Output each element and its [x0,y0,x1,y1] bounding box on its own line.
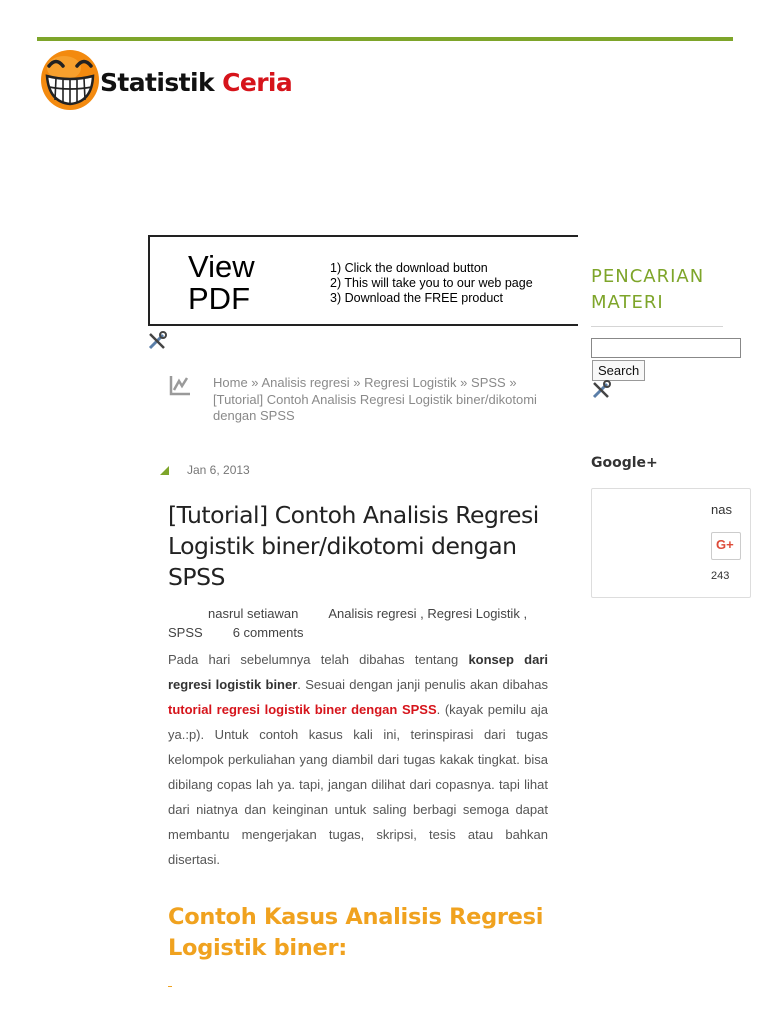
post-label[interactable]: Regresi Logistik [427,606,520,621]
ad-step: 3) Download the FREE product [330,291,504,305]
sidebar-divider [591,326,723,327]
view-pdf-ad-banner[interactable] [148,235,578,326]
post-date-row [160,463,250,477]
ad-step: 1) Click the download button [330,261,488,275]
section-heading: Contoh Kasus Analisis Regresi Logistik biner: [168,904,544,961]
breadcrumb-spss[interactable]: SPSS [471,375,506,390]
post-body: Pada hari sebelumnya telah dibahas tentang konsep dari regresi logistik biner. Sesuai dengan janji penulis akan dibahas tutorial regresi logistik biner dengan SPSS. (kayak pemilu aja ya.:p). Untuk contoh kasus kali ini, terinspirasi dari tugas kelompok perkuliahan yang diambil dari tugas kakak tingkat. bisa dibilang copas lah ya. tapi, jangan dilihat dari copasnya. tapi lihat dari niatnya dan keinginan untuk saling berbagi semoga dapat membantu mengerjakan tugas, skripsi, tesis atau bahkan disertasi. [168,652,548,867]
smiley-logo-icon[interactable] [40,46,102,112]
search-button[interactable]: Search [592,360,645,381]
divider [168,986,172,987]
post-author[interactable]: nasrul setiawan [208,606,299,621]
ad-steps [330,261,533,306]
breadcrumb-home[interactable]: Home [213,375,248,390]
post-title[interactable]: [Tutorial] Contoh Analisis Regresi Logistik biner/dikotomi dengan SPSS [168,501,539,591]
gplus-profile-name[interactable]: nas [711,502,732,517]
breadcrumb-regresi-logistik[interactable]: Regresi Logistik [364,375,457,390]
ad-step: 2) This will take you to our web page [330,276,533,290]
tools-edit-icon[interactable] [591,380,611,400]
sidebar-search-title: PENCARIAN MATERI [591,266,705,313]
post-label[interactable]: Analisis regresi [328,606,417,621]
breadcrumb: Home » Analisis regresi » Regresi Logistik » SPSS » [Tutorial] Contoh Analisis Regresi Logistik biner/dikotomi dengan SPSS [213,375,537,423]
site-title-word-2[interactable]: Ceria [222,68,293,97]
gplus-widget-title: Google+ [591,455,658,471]
header-top-bar [37,37,733,41]
post-date: Jan 6, 2013 [187,463,250,477]
post-comments-link[interactable]: 6 comments [232,625,304,640]
gplus-follower-count: 243 [711,570,730,582]
gplus-follow-button[interactable] [711,532,741,560]
breadcrumb-current: [Tutorial] Contoh Analisis Regresi Logistik biner/dikotomi dengan SPSS [213,391,537,423]
gplus-icon: G+ [716,537,734,552]
search-input[interactable] [591,338,741,358]
bold-text: konsep dari regresi logistik biner [168,652,548,692]
site-title-word-1[interactable]: Statistik [100,68,214,97]
post-meta: nasrul setiawan Analisis regresi , Regresi Logistik , SPSS 6 comments [168,606,528,640]
tools-edit-icon[interactable] [147,331,167,351]
post-label[interactable]: SPSS [168,625,203,640]
ad-title[interactable]: View PDF [188,249,255,316]
tutorial-link[interactable]: tutorial regresi logistik biner dengan SPSS [168,702,437,717]
site-title[interactable] [100,70,292,95]
breadcrumb-analisis-regresi[interactable]: Analisis regresi [261,375,350,390]
chart-line-icon [168,373,192,397]
date-marker-icon [160,466,169,475]
